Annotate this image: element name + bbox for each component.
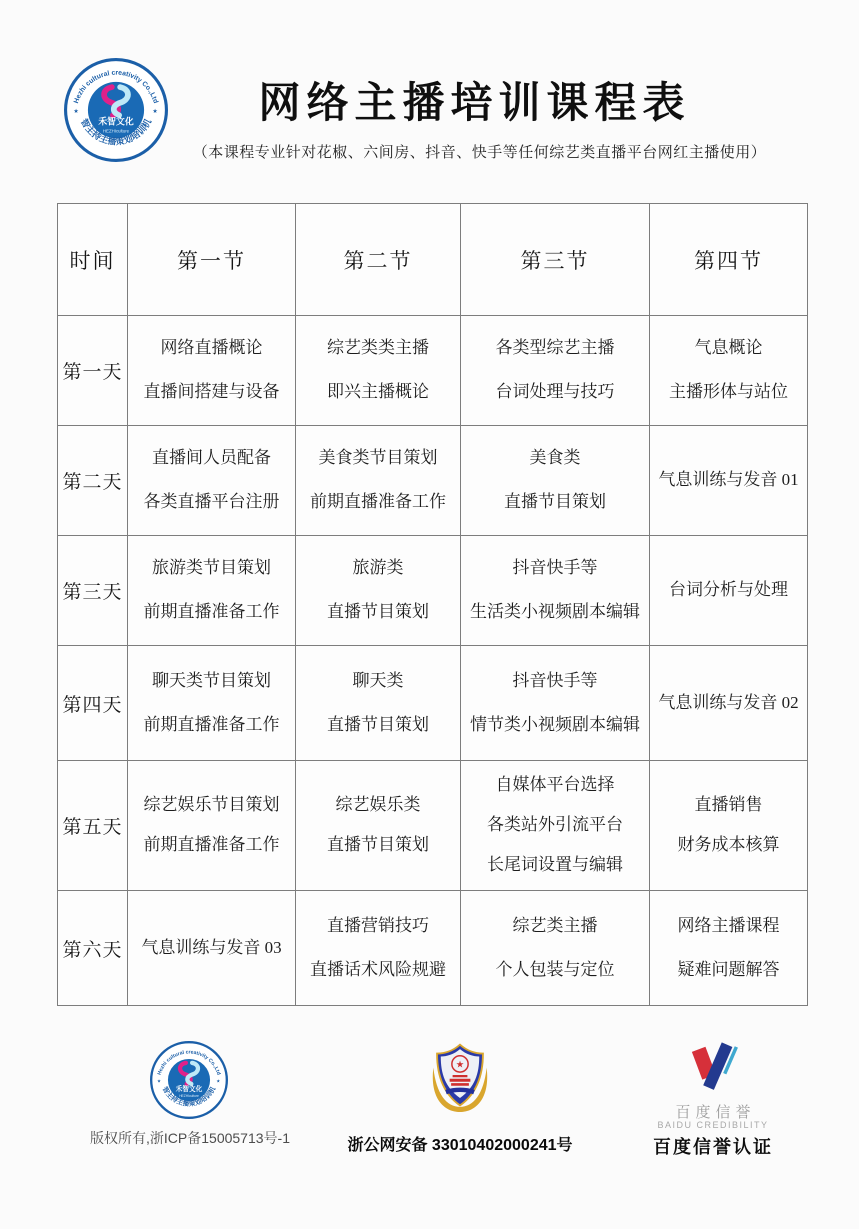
police-record-text: 浙公网安备 33010402000241号 [347, 1137, 573, 1154]
course-line: 气息训练与发音 02 [658, 692, 799, 712]
course-cell [128, 426, 296, 536]
col-header-session4: 第四节 [650, 204, 808, 316]
course-cell [461, 426, 650, 536]
course-cell [128, 891, 296, 1006]
course-cell [296, 891, 461, 1006]
course-line: 台词处理与技巧 [495, 382, 615, 401]
baidu-credibility-en: BAIDU CREDIBILITY [657, 1120, 769, 1130]
course-line: 自媒体平台选择 [495, 775, 615, 795]
course-line: 各类型综艺主播 [495, 338, 615, 358]
course-line: 网络直播概论 [160, 338, 263, 358]
hezhi-logo-footer-icon [150, 1041, 228, 1119]
course-cell [296, 426, 461, 536]
police-badge-icon [423, 1037, 497, 1119]
course-line: 台词分析与处理 [669, 580, 788, 600]
course-cell [650, 316, 808, 426]
course-line: 综艺类主播 [512, 915, 598, 935]
course-cell [128, 316, 296, 426]
day-label: 第四天 [58, 646, 128, 761]
course-cell [461, 761, 650, 891]
course-cell [128, 646, 296, 761]
schedule-table-wrap [57, 203, 808, 1006]
day-label: 第二天 [58, 426, 128, 536]
course-line: 长尾词设置与编辑 [487, 854, 623, 874]
course-line: 前期直播准备工作 [143, 714, 280, 734]
baidu-certification-label: 百度信誉认证 [653, 1137, 773, 1157]
day-label: 第五天 [58, 761, 128, 891]
col-header-time: 时间 [58, 204, 128, 316]
col-header-session1: 第一节 [128, 204, 296, 316]
course-cell [650, 891, 808, 1006]
course-cell [296, 646, 461, 761]
course-line: 气息概论 [694, 338, 763, 358]
baidu-credibility-icon [676, 1040, 748, 1098]
course-line: 直播间搭建与设备 [143, 382, 280, 401]
course-cell [461, 646, 650, 761]
course-line: 直播话术风险规避 [310, 959, 446, 979]
course-line: 各类站外引流平台 [487, 815, 623, 835]
course-line: 财务成本核算 [677, 835, 780, 854]
course-line: 直播销售 [694, 795, 763, 815]
table-header-row [58, 204, 808, 316]
day-label: 第三天 [58, 536, 128, 646]
page-subtitle: （本课程专业针对花椒、六间房、抖音、快手等任何综艺类直播平台网红主播使用） [192, 145, 767, 161]
course-line: 网络主播课程 [677, 915, 780, 935]
course-cell [650, 536, 808, 646]
course-line: 综艺类类主播 [327, 338, 429, 358]
course-line: 前期直播准备工作 [143, 835, 280, 854]
course-line: 直播节目策划 [327, 602, 429, 621]
col-header-session3: 第三节 [461, 204, 650, 316]
day-label: 第六天 [58, 891, 128, 1006]
course-line: 直播节目策划 [504, 492, 606, 511]
baidu-credibility-cn: 百度信誉 [675, 1104, 756, 1121]
course-cell [461, 316, 650, 426]
course-cell [296, 536, 461, 646]
course-cell [650, 761, 808, 891]
col-header-session2: 第二节 [296, 204, 461, 316]
course-cell [128, 761, 296, 891]
course-line: 抖音快手等 [512, 558, 598, 578]
course-line: 美食类 [529, 448, 581, 468]
course-line: 个人包装与定位 [495, 959, 615, 979]
table-row-day1 [58, 316, 808, 426]
table-row-day6 [58, 891, 808, 1006]
course-line: 主播形体与站位 [669, 382, 788, 401]
course-line: 直播节目策划 [327, 835, 429, 854]
course-line: 生活类小视频剧本编辑 [470, 602, 640, 621]
course-line: 前期直播准备工作 [143, 602, 280, 621]
course-cell [461, 891, 650, 1006]
course-cell [128, 536, 296, 646]
table-row-day5 [58, 761, 808, 891]
course-line: 抖音快手等 [512, 670, 598, 690]
course-line: 气息训练与发音 01 [658, 470, 799, 490]
table-row-day2 [58, 426, 808, 536]
course-line: 前期直播准备工作 [310, 492, 446, 511]
course-line: 疑难问题解答 [677, 959, 780, 979]
course-line: 即兴主播概论 [327, 382, 429, 401]
course-cell [650, 646, 808, 761]
course-line: 各类直播平台注册 [143, 492, 280, 511]
course-line: 综艺娱乐节目策划 [143, 795, 280, 815]
course-line: 直播节目策划 [327, 714, 429, 734]
course-cell [461, 536, 650, 646]
course-line: 旅游类 [352, 558, 404, 578]
day-label: 第一天 [58, 316, 128, 426]
table-row-day4 [58, 646, 808, 761]
course-line: 直播营销技巧 [327, 915, 429, 935]
schedule-table [57, 203, 808, 1006]
course-line: 美食类节目策划 [318, 448, 438, 468]
icp-copyright-text: 版权所有,浙ICP备15005713号-1 [90, 1130, 290, 1146]
course-line: 直播间人员配备 [152, 448, 271, 468]
course-line: 旅游类节目策划 [152, 558, 271, 578]
page-title: 网络主播培训课程表 [258, 81, 691, 127]
course-line: 聊天类 [352, 670, 404, 690]
course-cell [296, 761, 461, 891]
table-row-day3 [58, 536, 808, 646]
course-cell [650, 426, 808, 536]
course-line: 聊天类节目策划 [152, 670, 271, 690]
course-line: 气息训练与发音 03 [141, 937, 282, 957]
course-cell [296, 316, 461, 426]
course-line: 综艺娱乐类 [335, 795, 421, 815]
course-line: 情节类小视频剧本编辑 [470, 714, 640, 734]
